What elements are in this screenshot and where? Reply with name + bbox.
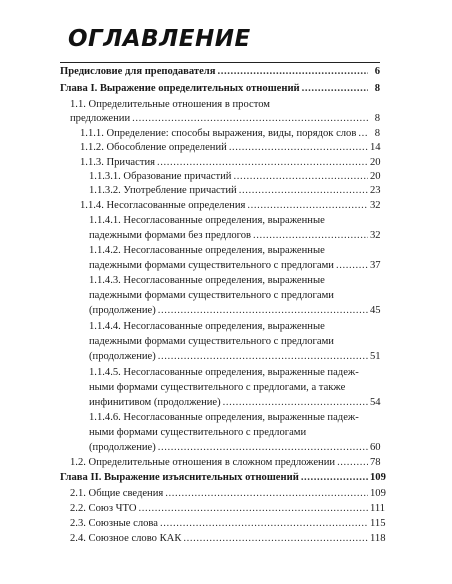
- toc-entry-preface[interactable]: Предисловие для преподавателя ..... 6: [60, 65, 380, 78]
- toc-entry-2-4[interactable]: 2.4. Союзное слово КАК ..... 118: [70, 532, 380, 545]
- page-number: 51: [370, 351, 381, 362]
- toc-entry-1-1-4-2[interactable]: падежными формами существительного с предлогами ..... 37: [89, 259, 380, 272]
- page-number: 32: [370, 230, 381, 241]
- page-number: 37: [370, 260, 381, 271]
- dot-leader: [239, 184, 368, 197]
- page-number: 8: [374, 128, 380, 139]
- toc-entry-1-1-4-4-line2: падежными формами существительного с предлогами: [89, 336, 334, 347]
- toc-entry-1-1-4[interactable]: 1.1.4. Несогласованные определения ..... 32: [80, 199, 380, 212]
- dot-leader: [139, 502, 368, 515]
- dot-leader: [253, 229, 368, 242]
- page-number: 118: [370, 533, 386, 544]
- page-number: 115: [370, 518, 386, 529]
- dot-leader: [217, 65, 368, 78]
- dot-leader: [158, 441, 368, 454]
- page-number: 45: [370, 305, 381, 316]
- toc-entry-1-1-3-1[interactable]: 1.1.3.1. Образование причастий ..... 20: [89, 170, 380, 183]
- page-number: 111: [370, 503, 386, 514]
- dot-leader: [229, 141, 368, 154]
- dot-leader: [183, 532, 368, 545]
- toc-entry-1-1-4-1-line1: 1.1.4.1. Несогласованные определения, выраженные: [89, 215, 325, 226]
- page-number: 8: [374, 83, 380, 94]
- dot-leader: [223, 396, 368, 409]
- dot-leader: [358, 127, 368, 140]
- toc-entry-1-1-line1: 1.1. Определительные отношения в простом: [70, 99, 270, 110]
- page-number: 60: [370, 442, 381, 453]
- toc-entry-1-1-4-6-line1: 1.1.4.6. Несогласованные определения, выраженные падеж-: [89, 412, 359, 423]
- toc-entry-chapter-2[interactable]: Глава II. Выражение изъяснительных отношений ..... 109: [60, 471, 380, 484]
- dot-leader: [158, 304, 368, 317]
- top-rule: [60, 62, 380, 63]
- page-number: 32: [370, 200, 381, 211]
- toc-entry-1-1-4-1[interactable]: падежными формами без предлогов ..... 32: [89, 229, 380, 242]
- page-number: 20: [370, 171, 381, 182]
- page-number: 109: [370, 472, 386, 483]
- dot-leader: [247, 199, 368, 212]
- page-title: ОГЛАВЛЕНИЕ: [68, 26, 251, 52]
- dot-leader: [337, 456, 368, 469]
- toc-entry-1-1-4-5[interactable]: инфинитивом (продолжение) ..... 54: [89, 396, 380, 409]
- dot-leader: [160, 517, 368, 530]
- dot-leader: [157, 156, 368, 169]
- toc-entry-1-1-4-5-line2: ными формами существительного с предлогами, а также: [89, 382, 346, 393]
- toc-entry-1-1-4-4[interactable]: (продолжение) ..... 51: [89, 350, 380, 363]
- toc-entry-2-2[interactable]: 2.2. Союз ЧТО ..... 111: [70, 502, 380, 515]
- toc-entry-1-1-3[interactable]: 1.1.3. Причастия ..... 20: [80, 156, 380, 169]
- toc-entry-1-1-3-2[interactable]: 1.1.3.2. Употребление причастий ..... 23: [89, 184, 380, 197]
- page-number: 14: [370, 142, 381, 153]
- dot-leader: [233, 170, 368, 183]
- toc-entry-2-3[interactable]: 2.3. Союзные слова ..... 115: [70, 517, 380, 530]
- dot-leader: [302, 82, 368, 95]
- toc-entry-1-1-4-2-line1: 1.1.4.2. Несогласованные определения, выраженные: [89, 245, 325, 256]
- page-number: 20: [370, 157, 381, 168]
- toc-entry-1-1-4-3-line1: 1.1.4.3. Несогласованные определения, выраженные: [89, 275, 325, 286]
- dot-leader: [336, 259, 368, 272]
- toc-entry-1-2[interactable]: 1.2. Определительные отношения в сложном предложении ..... 78: [70, 456, 380, 469]
- toc-entry-2-1[interactable]: 2.1. Общие сведения ..... 109: [70, 487, 380, 500]
- page-number: 8: [374, 113, 380, 124]
- toc-entry-1-1-4-4-line1: 1.1.4.4. Несогласованные определения, выраженные: [89, 321, 325, 332]
- page-number: 78: [370, 457, 381, 468]
- page-number: 109: [370, 488, 386, 499]
- table-of-contents: [60, 62, 380, 63]
- toc-entry-1-1-2[interactable]: 1.1.2. Обособление определений ..... 14: [80, 141, 380, 154]
- toc-entry-1-1[interactable]: предложении ..... 8: [70, 112, 380, 125]
- dot-leader: [301, 471, 368, 484]
- toc-entry-1-1-4-5-line1: 1.1.4.5. Несогласованные определения, выраженные падеж-: [89, 367, 359, 378]
- page-number: 6: [374, 66, 380, 77]
- toc-entry-1-1-4-3-line2: падежными формами существительного с предлогами: [89, 290, 334, 301]
- dot-leader: [165, 487, 368, 500]
- toc-entry-1-1-4-6-line2: ными формами существительного с предлогами: [89, 427, 307, 438]
- toc-entry-1-1-4-6[interactable]: (продолжение) ..... 60: [89, 441, 380, 454]
- toc-entry-1-1-4-3[interactable]: (продолжение) ..... 45: [89, 304, 380, 317]
- page-number: 23: [370, 185, 381, 196]
- page-number: 54: [370, 397, 381, 408]
- toc-entry-1-1-1[interactable]: 1.1.1. Определение: способы выражения, виды, порядок слов ..... 8: [80, 127, 380, 140]
- dot-leader: [158, 350, 368, 363]
- dot-leader: [132, 112, 368, 125]
- toc-entry-chapter-1[interactable]: Глава I. Выражение определительных отношений ..... 8: [60, 82, 380, 95]
